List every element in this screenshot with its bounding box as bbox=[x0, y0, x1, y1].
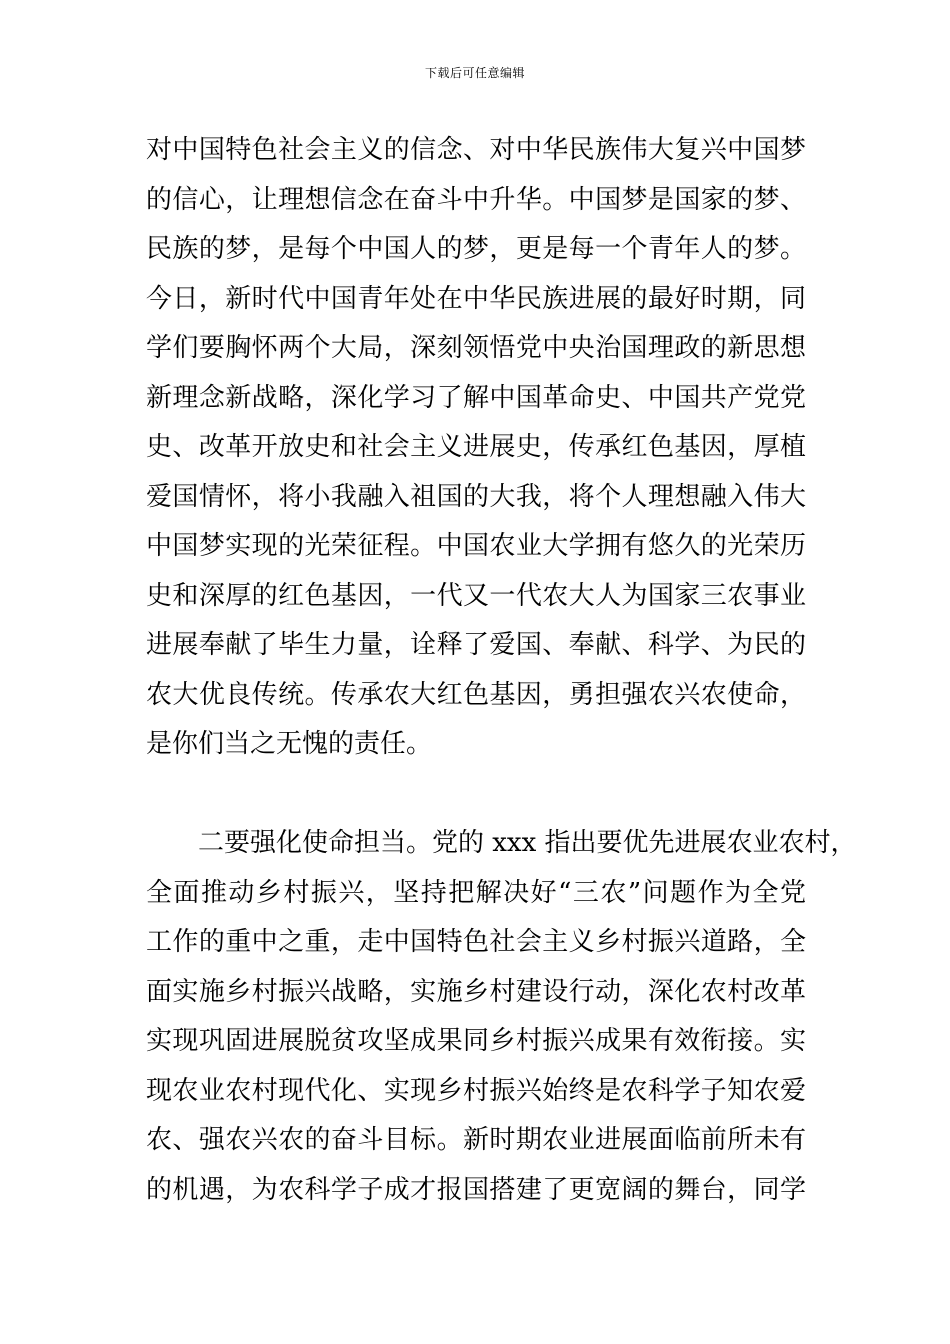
body-line: 中国梦实现的光荣征程。中国农业大学拥有悠久的光荣历 bbox=[146, 531, 806, 561]
body-line: 农、强农兴农的奋斗目标。新时期农业进展面临前所未有 bbox=[146, 1125, 806, 1155]
body-line: 新理念新战略，深化学习了解中国革命史、中国共产党党 bbox=[146, 382, 806, 413]
document-body bbox=[146, 130, 857, 1219]
body-line: 面实施乡村振兴战略，实施乡村建设行动，深化农村改革 bbox=[146, 976, 806, 1007]
body-line: 爱国情怀，将小我融入祖国的大我，将个人理想融入伟大 bbox=[146, 481, 806, 512]
body-line: 工作的重中之重，走中国特色社会主义乡村振兴道路，全 bbox=[146, 927, 806, 957]
body-line: 对中国特色社会主义的信念、对中华民族伟大复兴中国梦 bbox=[146, 135, 806, 165]
body-line: 的机遇，为农科学子成才报国搭建了更宽阔的舞台，同学 bbox=[146, 1174, 806, 1205]
body-line: 农大优良传统。传承农大红色基因，勇担强农兴农使命， bbox=[146, 679, 806, 710]
body-line: 是你们当之无愧的责任。 bbox=[146, 729, 433, 759]
body-line: 现农业农村现代化、实现乡村振兴始终是农科学子知农爱 bbox=[146, 1075, 806, 1106]
body-line: 学们要胸怀两个大局，深刻领悟党中央治国理政的新思想 bbox=[146, 333, 806, 363]
body-line: 史、改革开放史和社会主义进展史，传承红色基因，厚植 bbox=[146, 432, 806, 462]
body-line: 的信心，让理想信念在奋斗中升华。中国梦是国家的梦、 bbox=[146, 184, 806, 215]
body-line: 二要强化使命担当。党的 xxx 指出要优先进展农业农村， bbox=[198, 828, 857, 858]
body-line: 实现巩固进展脱贫攻坚成果同乡村振兴成果有效衔接。实 bbox=[146, 1026, 806, 1056]
page-header-note: 下载后可任意编辑 bbox=[424, 66, 525, 80]
body-line: 民族的梦，是每个中国人的梦，更是每一个青年人的梦。 bbox=[146, 234, 806, 264]
body-line: 进展奉献了毕生力量，诠释了爱国、奉献、科学、为民的 bbox=[146, 630, 806, 660]
body-line: 史和深厚的红色基因，一代又一代农大人为国家三农事业 bbox=[146, 580, 806, 611]
body-line: 全面推动乡村振兴，坚持把解决好“三农”问题作为全党 bbox=[146, 877, 806, 908]
body-line: 今日，新时代中国青年处在中华民族进展的最好时期，同 bbox=[146, 283, 806, 314]
